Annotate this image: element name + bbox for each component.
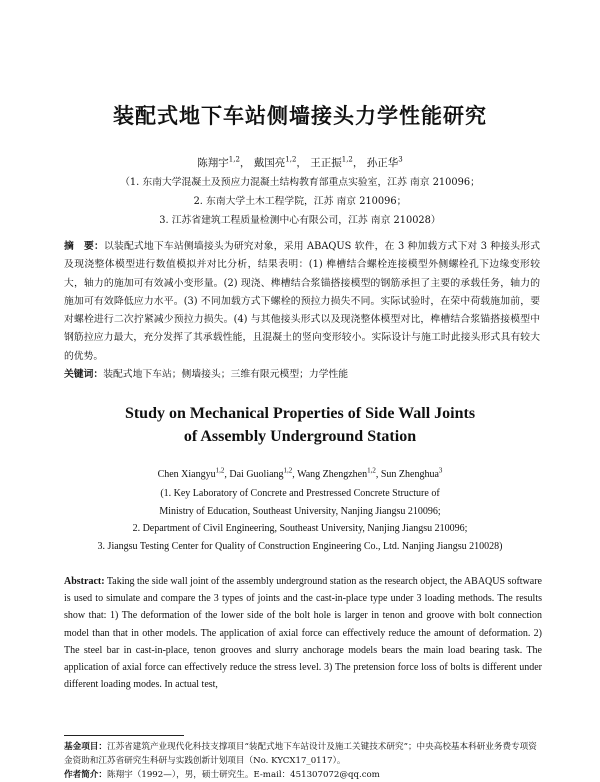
abstract-cn-label: 摘 要： [64, 241, 104, 252]
fund-note [64, 740, 540, 768]
author-bio-text: 陈翔宇（1992—），男，硕士研究生。E-mail：451307072@qq.com [106, 770, 380, 780]
english-title-line: of Assembly Underground Station [183, 428, 417, 445]
fund-text: 江苏省建筑产业现代化科技支撑项目“装配式地下车站设计及施工关键技术研究”；中央高校基本科研业务费专项资金资助和江苏省研究生科研与实践创新计划项目（No. KYCX17_0117）。 [64, 742, 537, 766]
author-cn: 孙正华$^3$ [366, 155, 403, 169]
keywords-cn [64, 366, 540, 384]
affiliation-line: (1. Key Laboratory of Concrete and Prestressed Concrete Structure of [160, 488, 440, 499]
english-authors [0, 467, 600, 480]
author-cn: 王正振$^{1,2}$， [310, 155, 364, 169]
abstract-cn-body [64, 238, 540, 366]
english-affiliations [0, 485, 600, 555]
fund-label: 基金项目： [64, 742, 107, 752]
footnote-divider [64, 735, 184, 736]
author-en: Sun Zhenghua$^3$ [380, 467, 443, 481]
chinese-affiliations [0, 173, 600, 230]
author-en: Chen Xiangyu$^{1,2}$, [157, 467, 230, 481]
author-en: Dai Guoliang$^{1,2}$, [229, 467, 298, 481]
abstract-en-label: Abstract: [64, 576, 105, 587]
abstract-cn-text: 以装配式地下车站侧墙接头为研究对象，采用 ABAQUS 软件，在 3 种加载方式下对 3 种接头形式及现浇整体模型进行数值模拟并对比分析，结果表明：(1) 榫槽结合螺栓连接模型外侧螺栓孔下边缘变形较大，轴力的施加可有效减小变形量。(2) 现浇、榫槽结合浆锚搭接模型的钢筋承担了主要的承载任务，轴力的施加可有效降低应力水平。(3) 不同加载方式下螺栓的预拉力损失不同。实际试验时，在荣中荷载施加前，要对螺栓进行二次拧紧减少预拉力损失。(4) 与其他接头形式以及现浇整体模型对比，榫槽结合浆锚搭接模型中钢筋拉应力最大，充分发挥了其承载性能，且混凝土的竖向变形较小。实际设计与施工时此接头形式具有较大的优势。 [64, 241, 541, 362]
abstract-en-text: Taking the side wall joint of the assembly underground station as the research object, the ABAQUS software is used to simulate and compare the 3 types of joints and the cast-in-place type under 3 loading methods. The results show that: 1) The deformation of the lower side of the bolt hole is larger in tenon and groove with bolt connection model than that in other models. The application of axial force can effectively reduce the amount of deformation. 2) The steel bar in cast-in-place, tenon grooves and slurry anchorage models bears the main load bearing task. The application of axial force can effectively reduce the stress level. 3) The pretension force loss of bolts is different under different loading modes. In actual test, [64, 576, 542, 691]
author-en: Wang Zhengzhen$^{1,2}$, [297, 467, 381, 481]
chinese-title: 装配式地下车站侧墙接头力学性能研究 [113, 104, 487, 128]
author-cn: 戴国亮$^{1,2}$， [253, 155, 307, 169]
author-bio [64, 768, 540, 782]
affiliation-line: （1. 东南大学混凝土及预应力混凝土结构教育部重点实验室，江苏 南京 210096； [120, 177, 480, 188]
chinese-abstract [64, 238, 540, 384]
chinese-authors [0, 155, 600, 170]
affiliation-line: 2. 东南大学土木工程学院，江苏 南京 210096； [193, 196, 407, 207]
english-abstract [64, 573, 542, 693]
keywords-cn-text: 装配式地下车站；侧墙接头；三维有限元模型；力学性能 [103, 369, 349, 381]
footnote [64, 740, 540, 782]
affiliation-line: 3. Jiangsu Testing Center for Quality of Construction Engineering Co., Ltd. Nanjing Jiangsu 210028) [97, 540, 503, 552]
affiliation-line: 3. 江苏省建筑工程质量检测中心有限公司，江苏 南京 210028） [159, 215, 441, 226]
english-title-line: Study on Mechanical Properties of Side Wall Joints [124, 405, 476, 422]
english-title [0, 402, 600, 448]
affiliation-line: Ministry of Education, Southeast University, Nanjing Jiangsu 210096; [159, 505, 441, 517]
author-cn: 陈翔宇$^{1,2}$， [197, 155, 251, 169]
affiliation-line: 2. Department of Civil Engineering, Southeast University, Nanjing Jiangsu 210096; [132, 523, 468, 534]
keywords-cn-label: 关键词： [64, 369, 104, 381]
author-bio-label: 作者简介： [64, 770, 107, 780]
